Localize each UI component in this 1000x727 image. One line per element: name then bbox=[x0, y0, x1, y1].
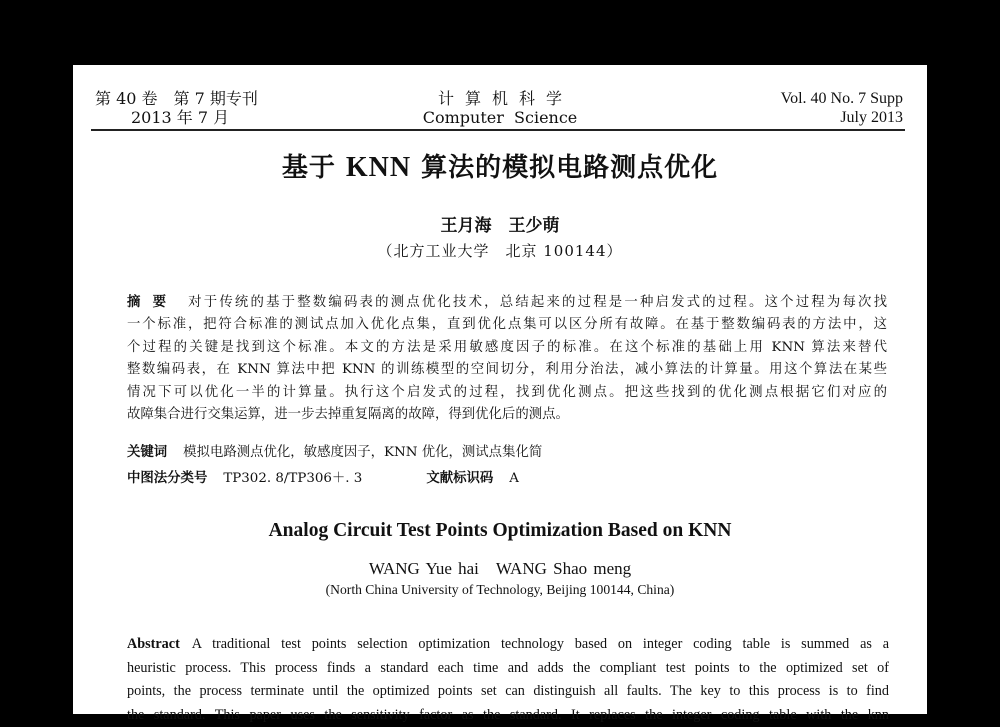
volume-issue: 第 40 卷 第 7 期专刊 bbox=[95, 89, 258, 108]
abstract-en-line: points, the process terminate until the optimized points set can distinguish all faults. The key to this process is to find bbox=[127, 680, 889, 704]
authors-cn: 王月海 王少萌 bbox=[73, 211, 927, 236]
abstract-cn-line: 情况下可以优化一半的计算量。执行这个启发式的过程，找到优化测点。把这些找到的优化测点根据它们对应的 bbox=[127, 382, 887, 404]
abstract-cn-line: 整数编码表，在 KNN 算法中把 KNN 的训练模型的空间切分，利用分治法，减小算法的计算量。用这个算法在某些 bbox=[127, 359, 887, 381]
abstract-en bbox=[127, 633, 889, 727]
issue-date-en: July 2013 bbox=[781, 108, 903, 127]
issue-date-cn: 2013 年 7 月 bbox=[95, 108, 258, 127]
abstract-cn-line: 个过程的关键是找到这个标准。本文的方法是采用敏感度因子的标准。在这个标准的基础上用 KNN 算法来替代 bbox=[127, 337, 887, 359]
affiliation-cn: （北方工业大学 北京 100144） bbox=[73, 240, 927, 261]
doc-code-label: 文献标识码 bbox=[426, 471, 493, 486]
journal-volume-info-en bbox=[781, 89, 903, 127]
keywords-cn-label: 关键词 bbox=[127, 445, 167, 460]
paper-page bbox=[73, 65, 927, 714]
abstract-cn-line: 摘要 对于传统的基于整数编码表的测点优化技术，总结起来的过程是一种启发式的过程。这个过程为每次找 bbox=[127, 292, 887, 314]
keywords-cn-value: 模拟电路测点优化，敏感度因子，KNN 优化，测试点集化简 bbox=[183, 445, 542, 460]
abstract-en-line: heuristic process. This process finds a standard each time and adds the compliant test points to the optimized set of bbox=[127, 657, 889, 681]
classification-info bbox=[127, 467, 519, 486]
abstract-cn-line: 故障集合进行交集运算，进一步去掉重复隔离的故障，得到优化后的测点。 bbox=[127, 404, 887, 426]
abstract-cn-line: 一个标准，把符合标准的测试点加入优化点集，直到优化点集可以区分所有故障。在基于整数编码表的方法中，这 bbox=[127, 314, 887, 336]
keywords-cn bbox=[127, 441, 542, 460]
header-rule bbox=[91, 129, 905, 131]
abstract-en-line: Abstract A traditional test points selection optimization technology based on integer coding table is summed as a bbox=[127, 633, 889, 657]
abstract-en-line: the standard. This paper uses the sensitivity factor as the standard. It replaces the integer coding table with the knn bbox=[127, 704, 889, 727]
journal-name-cn: 计算机科学 bbox=[73, 89, 927, 108]
abstract-cn bbox=[127, 292, 887, 426]
volume-issue-en: Vol. 40 No. 7 Supp bbox=[781, 89, 903, 108]
title-cn-suffix: 算法的模拟电路测点优化 bbox=[411, 153, 718, 183]
doc-code-value: A bbox=[509, 471, 519, 486]
authors-en: WANG Yue hai WANG Shao meng bbox=[73, 554, 927, 579]
journal-name-en: Computer Science bbox=[73, 108, 927, 127]
title-cn-prefix: 基于 bbox=[282, 153, 346, 183]
title-cn-knn: KNN bbox=[346, 152, 411, 183]
clc-label: 中图法分类号 bbox=[127, 471, 207, 486]
paper-title-en: Analog Circuit Test Points Optimization Based on KNN bbox=[73, 520, 927, 542]
affiliation-en: (North China University of Technology, Beijing 100144, China) bbox=[73, 582, 927, 598]
abstract-cn-label: 摘要 bbox=[127, 295, 178, 310]
clc-value: TP302. 8/TP306＋. 3 bbox=[223, 471, 362, 486]
paper-title-cn bbox=[73, 147, 927, 184]
abstract-en-label: Abstract bbox=[127, 636, 180, 652]
